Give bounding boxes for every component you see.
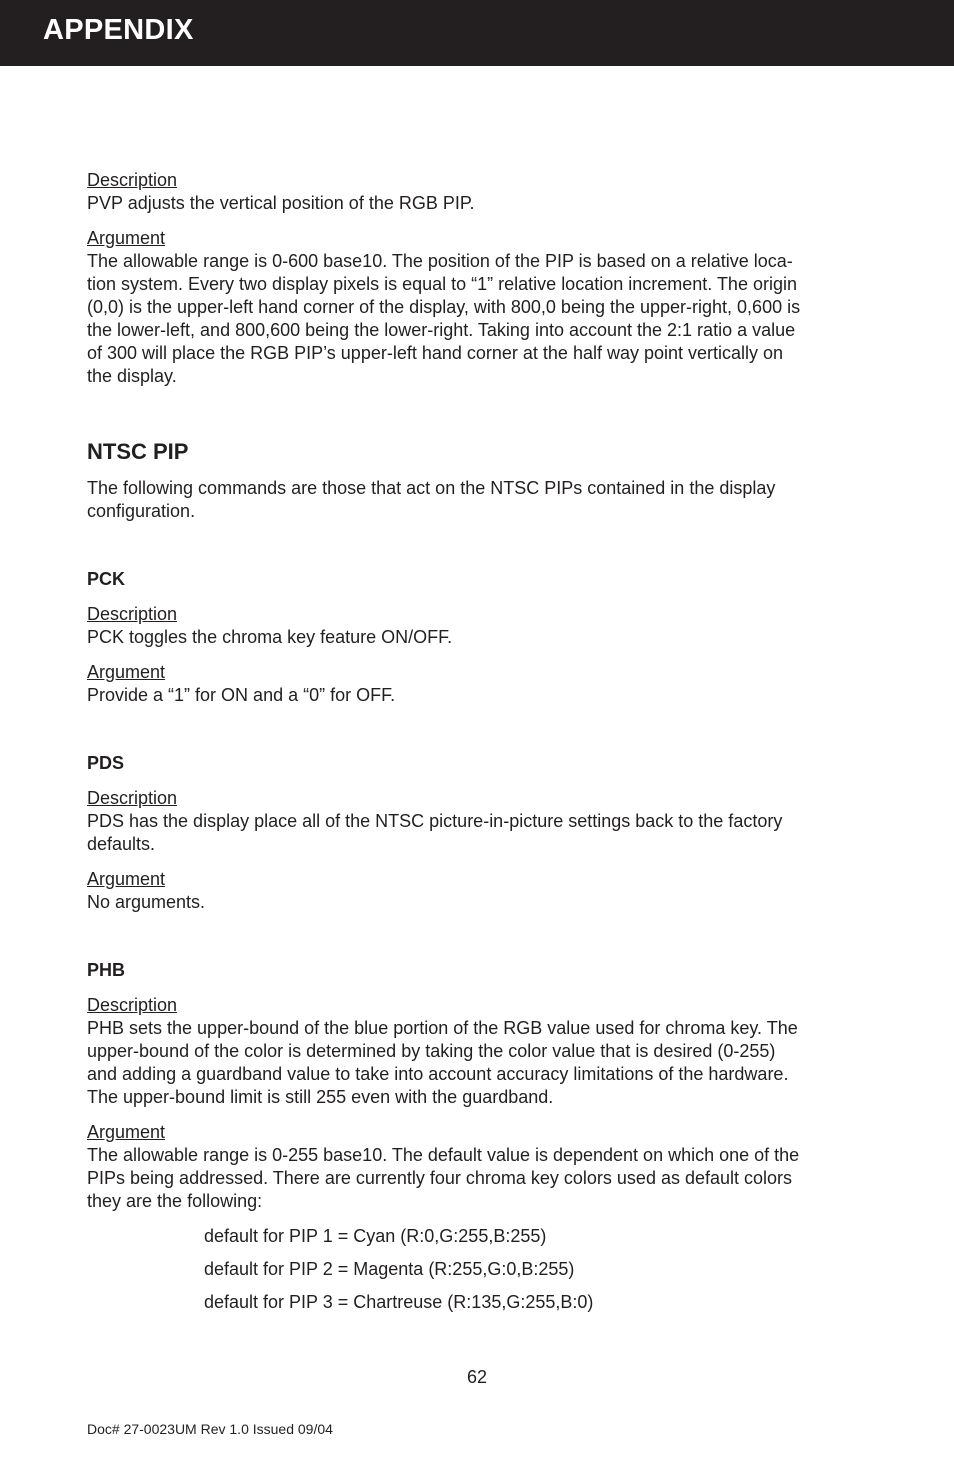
phb-argument-line: they are the following: (87, 1191, 263, 1211)
phb-default-item: default for PIP 3 = Chartreuse (R:135,G:255,B:0) (204, 1292, 594, 1312)
pds-description-label: Description (87, 788, 178, 808)
phb-default-list (87, 1225, 872, 1314)
pds-argument-text: No arguments. (87, 892, 206, 912)
pds-heading: PDS (87, 753, 125, 773)
pck-argument-label: Argument (87, 662, 166, 682)
ntsc-intro (87, 477, 872, 523)
ntsc-pip-heading: NTSC PIP (87, 439, 189, 464)
pvp-argument-line: the display. (87, 366, 177, 386)
phb-section (87, 994, 872, 1314)
phb-description-line: PHB sets the upper-bound of the blue portion of the RGB value used for chroma key. The (87, 1018, 798, 1038)
phb-heading: PHB (87, 960, 126, 980)
pvp-argument-line: of 300 will place the RGB PIP’s upper-left hand corner at the half way point vertically on (87, 343, 784, 363)
phb-description-line: upper-bound of the color is determined by taking the color value that is desired (0-255) (87, 1041, 776, 1061)
phb-argument-line: PIPs being addressed. There are currently four chroma key colors used as default colors (87, 1168, 793, 1188)
phb-description-line: and adding a guardband value to take into account accuracy limitations of the hardware. (87, 1064, 789, 1084)
phb-argument-line: The allowable range is 0-255 base10. The default value is dependent on which one of the (87, 1145, 800, 1165)
pvp-argument-line: the lower-left, and 800,600 being the lower-right. Taking into account the 2:1 ratio a value (87, 320, 796, 340)
pvp-argument-line: The allowable range is 0-600 base10. The position of the PIP is based on a relative loca- (87, 251, 793, 271)
pvp-argument-line: (0,0) is the upper-left hand corner of the display, with 800,0 being the upper-right, 0,600 is (87, 297, 801, 317)
phb-default-item: default for PIP 2 = Magenta (R:255,G:0,B:255) (204, 1259, 575, 1279)
main-content (87, 169, 872, 1324)
ntsc-intro-line: The following commands are those that act on the NTSC PIPs contained in the display (87, 478, 776, 498)
pvp-section (87, 169, 872, 388)
pvp-argument-line: tion system. Every two display pixels is equal to “1” relative location increment. The origin (87, 274, 797, 294)
page-number: 62 (466, 1367, 488, 1387)
page-header-title: APPENDIX (43, 14, 194, 46)
pvp-argument-label: Argument (87, 228, 166, 248)
pds-description-line: defaults. (87, 834, 156, 854)
header-bar (0, 0, 954, 66)
phb-description-label: Description (87, 995, 178, 1015)
pck-section (87, 603, 872, 707)
pck-heading: PCK (87, 569, 126, 589)
phb-default-item: default for PIP 1 = Cyan (R:0,G:255,B:255) (204, 1226, 547, 1246)
pds-argument-label: Argument (87, 869, 166, 889)
pds-section (87, 787, 872, 914)
pvp-description-label: Description (87, 170, 178, 190)
pck-description-label: Description (87, 604, 178, 624)
pvp-description-text: PVP adjusts the vertical position of the RGB PIP. (87, 193, 475, 213)
phb-argument-label: Argument (87, 1122, 166, 1142)
ntsc-intro-line: configuration. (87, 501, 196, 521)
pck-description-text: PCK toggles the chroma key feature ON/OFF. (87, 627, 453, 647)
document-id: Doc# 27-0023UM Rev 1.0 Issued 09/04 (87, 1421, 333, 1437)
pck-argument-text: Provide a “1” for ON and a “0” for OFF. (87, 685, 396, 705)
phb-description-line: The upper-bound limit is still 255 even with the guardband. (87, 1087, 554, 1107)
pds-description-line: PDS has the display place all of the NTSC picture-in-picture settings back to the factory (87, 811, 783, 831)
